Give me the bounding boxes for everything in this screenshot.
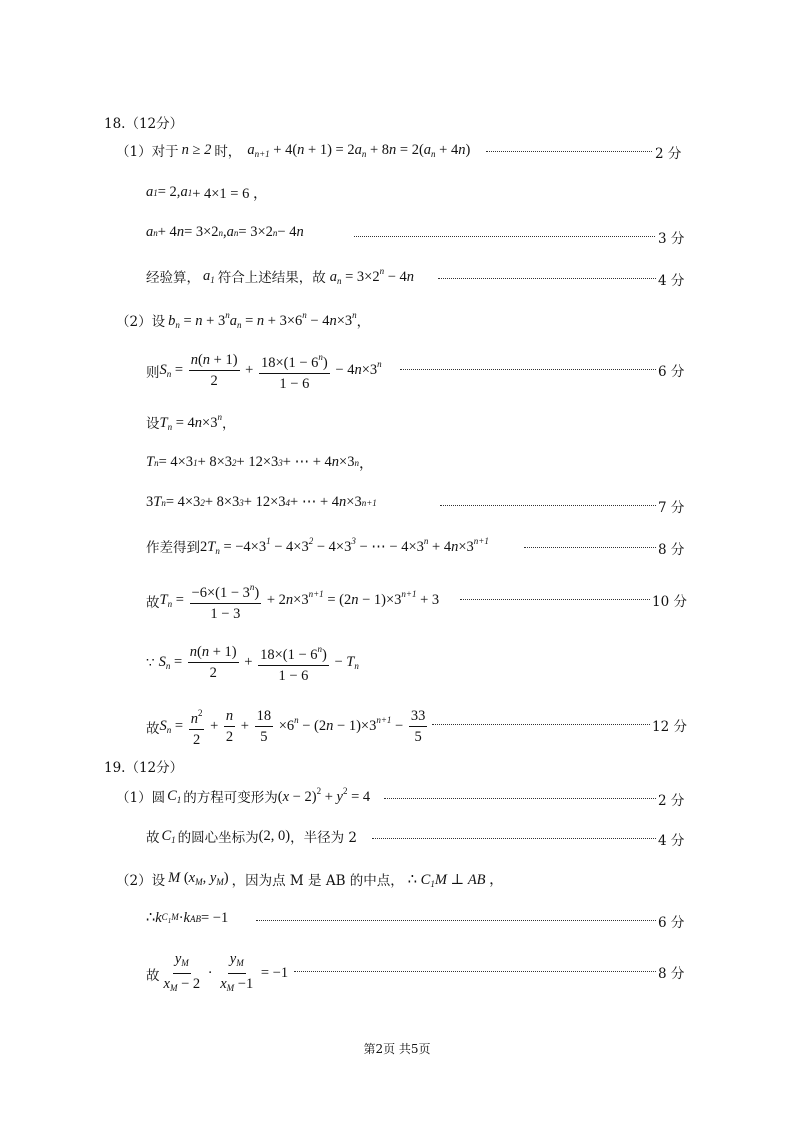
q18-header bbox=[104, 112, 183, 132]
score-mark: 6 分 bbox=[658, 364, 685, 380]
because-formula: $S_n$ = $\frac{n(n + 1)}{2}$ + $\frac{18\times(1 - 6^n)}{1 - 6}$ − $T_n$ bbox=[159, 640, 359, 685]
score-mark: 8 分 bbox=[658, 542, 685, 558]
q19-part1-line bbox=[116, 786, 370, 806]
q19-part2-mid: ，因为点 M 是 AB 的中点， bbox=[231, 872, 404, 889]
sn-final: $S_n$ = $\frac{n^2}{2}$ + $\frac{n}{2}$ + $\frac{18}{5}$ $\times 6^n - (2n - 1)\times 3^{n+1}$ − $\frac{33}{5}$ bbox=[160, 704, 430, 749]
dotted-leader bbox=[460, 599, 650, 600]
q18-final-line bbox=[146, 704, 429, 749]
q18-bn-def: $b_n = n + 3^na_n = n + 3\times 6^n - 4n\times 3^n$ bbox=[168, 310, 357, 330]
q18-part1-label: （1）对于 bbox=[116, 144, 179, 160]
q19-part2-line bbox=[116, 868, 504, 889]
tn-result: $T_n$ = $\frac{-6\times(1 - 3^n)}{1 - 3}$ + $2n\times 3^{n+1} = (2n - 1)\times 3^{n+1} + 3$ bbox=[160, 578, 440, 623]
so-prefix: 故 bbox=[146, 594, 160, 611]
diff-prefix: 作差得到 bbox=[146, 540, 200, 556]
center-coords: (2, 0) bbox=[258, 827, 291, 844]
dotted-leader bbox=[486, 151, 652, 152]
then-prefix: 则 bbox=[146, 364, 160, 381]
so-prefix-19: 故 bbox=[146, 967, 160, 984]
q18-part1-cond-text: 时， bbox=[214, 144, 242, 160]
q18-header-text: 18.（12分） bbox=[104, 116, 184, 132]
perpendicular: ∴ $C_1M$ ⊥ AB ， bbox=[407, 872, 504, 889]
dotted-leader bbox=[524, 547, 656, 548]
q18-verify-line bbox=[146, 266, 414, 286]
score-mark: 8 分 bbox=[658, 966, 685, 982]
so-prefix: 故 bbox=[146, 720, 160, 737]
q19-part2-prefix: （2）设 bbox=[116, 872, 166, 889]
verify-mid: 符合上述结果，故 bbox=[217, 270, 326, 286]
dotted-leader bbox=[384, 798, 656, 799]
q18-tn-sum-line: T n = 4×3 1 + 8×3 2 + 12×3 3 + ⋯ + 4 n ×3 n ， bbox=[146, 454, 374, 472]
q19-header bbox=[104, 756, 183, 776]
center-prefix: 故 bbox=[146, 830, 160, 846]
verify-a1: $a_1$ bbox=[203, 267, 215, 285]
q19-part1-prefix: （1）圆 bbox=[116, 790, 166, 806]
score-mark: 12 分 bbox=[652, 719, 687, 735]
q18-part1-condition: n ≥ 2 bbox=[181, 141, 212, 158]
center-tail: ，半径为 2 bbox=[290, 830, 357, 846]
q19-header-text: 19.（12分） bbox=[104, 760, 184, 776]
score-mark: 10 分 bbox=[652, 594, 687, 610]
set-prefix: 设 bbox=[146, 416, 160, 432]
score-mark: 3 分 bbox=[658, 231, 685, 247]
dotted-leader bbox=[354, 236, 655, 237]
score-mark: 6 分 bbox=[658, 915, 685, 931]
circle-equation: $(x - 2)^2 + y^2 = 4$ bbox=[277, 786, 371, 805]
q19-center-line bbox=[146, 826, 357, 846]
q18-part2-tail: ， bbox=[356, 314, 371, 330]
because-symbol: ∵ bbox=[146, 654, 155, 671]
point-m: M ($x_M$, $y_M$) bbox=[168, 870, 229, 887]
dotted-leader bbox=[432, 724, 650, 725]
slope-equation: $\frac{y_M}{x_M - 2}$ · $\frac{y_M}{x_M -1}$ = −1 bbox=[163, 951, 289, 993]
dotted-leader bbox=[256, 920, 656, 921]
score-mark: 4 分 bbox=[658, 833, 685, 849]
diff-formula: $2T_n = -4\times 3^1 - 4\times 3^2 - 4\times 3^3$ − ⋯ − $4\times 3^n + 4n\times 3^{n+1}$ bbox=[200, 536, 489, 556]
dotted-leader bbox=[372, 838, 656, 839]
q18-an-line: a n + 4 n = 3×2 n , a n = 3×2 n − 4 n bbox=[146, 224, 304, 240]
q19-final-line bbox=[146, 950, 288, 997]
dotted-leader bbox=[294, 971, 656, 972]
q18-because-line bbox=[146, 640, 359, 685]
q18-sn-line bbox=[146, 348, 382, 393]
verify-prefix: 经验算， bbox=[146, 270, 200, 286]
q18-part2-label: （2）设 bbox=[116, 314, 166, 330]
q18-diff-line bbox=[146, 536, 489, 556]
score-mark: 7 分 bbox=[658, 500, 685, 516]
verify-result: $a_n = 3\times 2^n - 4n$ bbox=[329, 266, 415, 286]
q18-tn-result-line bbox=[146, 578, 439, 623]
q18-3tn-line: 3 T n = 4×3 2 + 8×3 3 + 12×3 4 + ⋯ + 4 n ×3 n+1 bbox=[146, 494, 377, 510]
set-tail: ， bbox=[221, 416, 236, 432]
q18-tn-set-line bbox=[146, 412, 235, 432]
dotted-leader bbox=[438, 278, 656, 279]
center-c1: $C_1$ bbox=[161, 827, 176, 845]
q18-part1-equation: $a_{n+1} + 4(n + 1) = 2a_n + 8n = 2(a_n + 4n)$ bbox=[247, 141, 471, 159]
page-footer: 第2页 共5页 bbox=[363, 1042, 431, 1056]
q19-part1-mid: 的方程可变形为 bbox=[183, 790, 278, 806]
tn-def: $T_n = 4n\times 3^n$ bbox=[159, 412, 222, 432]
circle-c1: $C_1$ bbox=[167, 787, 182, 805]
q18-part1-line bbox=[116, 140, 470, 160]
center-mid: 的圆心坐标为 bbox=[177, 830, 259, 846]
score-mark: 2 分 bbox=[655, 146, 682, 162]
dotted-leader bbox=[440, 505, 656, 506]
q18-part2-line bbox=[116, 310, 370, 330]
dotted-leader bbox=[400, 369, 656, 370]
score-mark: 2 分 bbox=[658, 793, 685, 809]
q19-slope-line: ∴ k $C_1M$ · k AB = −1 bbox=[146, 910, 229, 926]
sn-formula: $S_n$ = $\frac{n(n + 1)}{2}$ + $\frac{18\times(1 - 6^n)}{1 - 6}$ − $4n\times 3^n$ bbox=[160, 348, 382, 393]
score-mark: 4 分 bbox=[658, 273, 685, 289]
q18-a1-line: a 1 = 2, a 1 + 4×1 = 6 ， bbox=[146, 184, 268, 202]
